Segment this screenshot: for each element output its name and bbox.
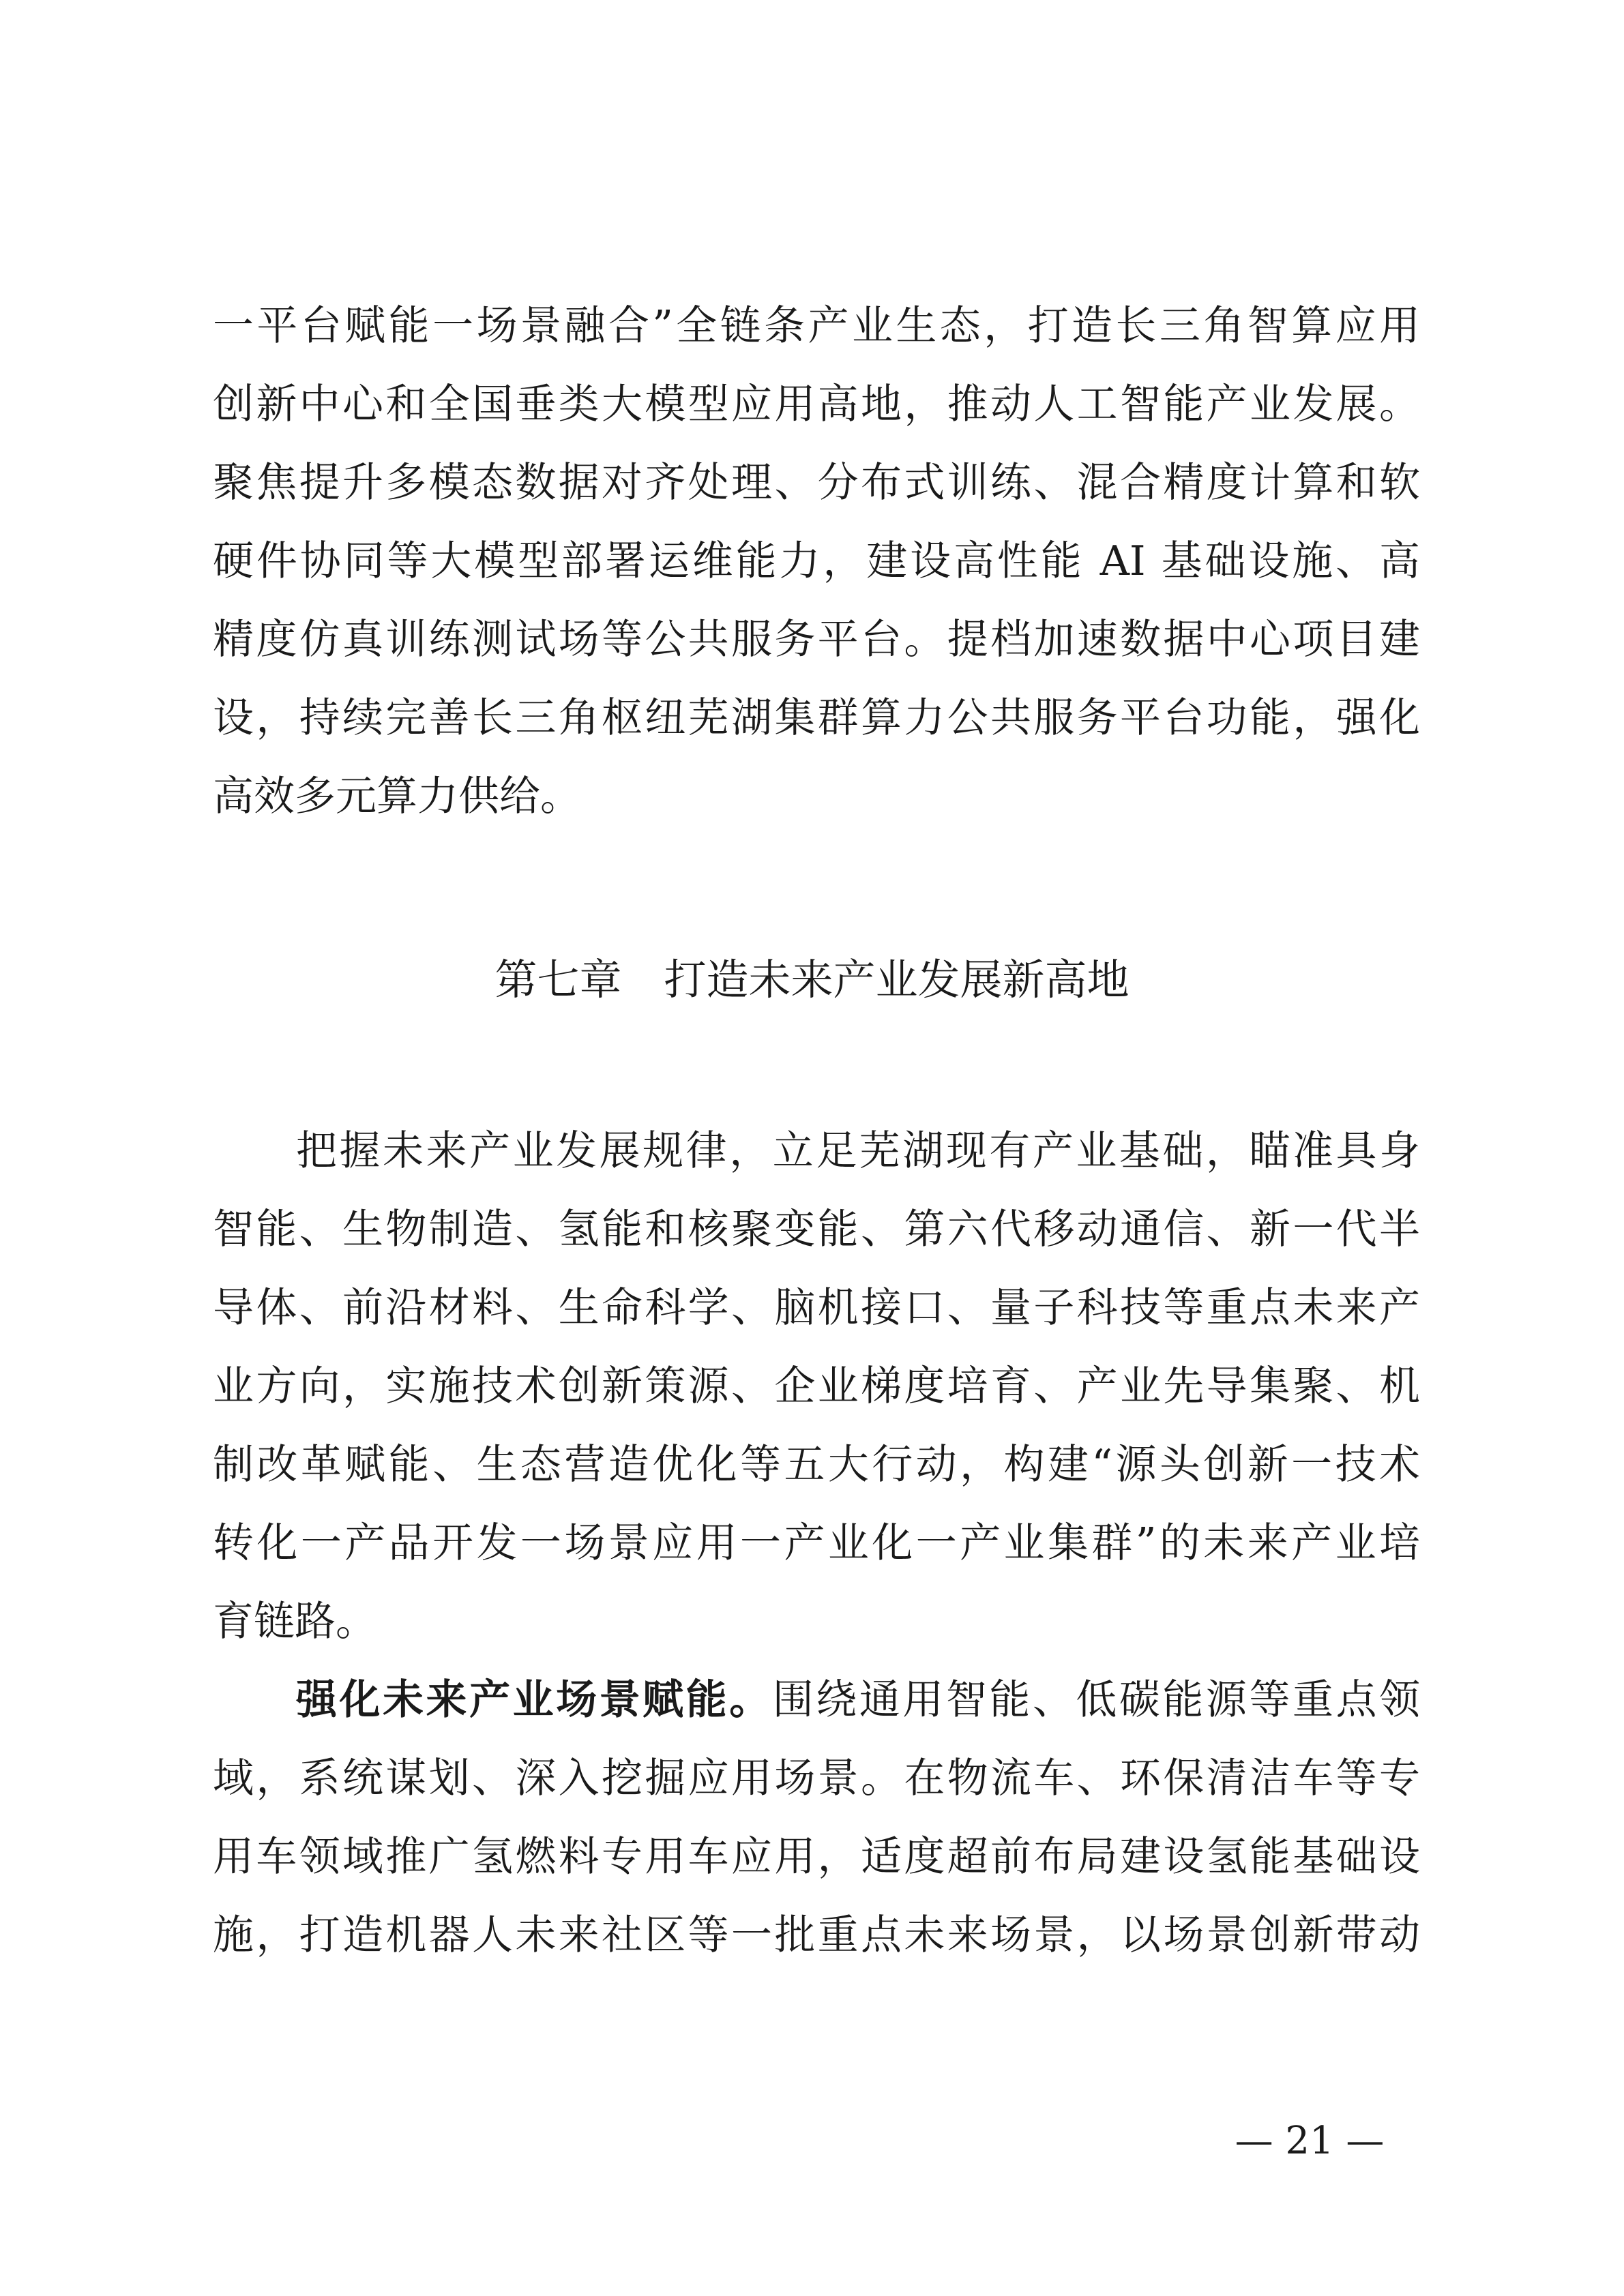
body-text-line: 聚焦提升多模态数据对齐处理、分布式训练、混合精度计算和软: [213, 459, 1420, 507]
body-text-line: 育链路。: [213, 1598, 377, 1645]
body-text-line: 把握未来产业发展规律，立足芜湖现有产业基础，瞄准具身: [296, 1127, 1420, 1175]
body-text-line: 硬件协同等大模型部署运维能力，建设高性能 AI 基础设施、高: [213, 537, 1420, 585]
body-text-fragment: 围绕通用智能、低碳能源等重点领: [772, 1676, 1421, 1724]
body-text-line: 转化一产品开发一场景应用一产业化一产业集群”的未来产业培: [213, 1519, 1420, 1567]
body-text-line: 智能、生物制造、氢能和核聚变能、第六代移动通信、新一代半: [213, 1206, 1420, 1253]
body-text-line: 精度仿真训练测试场等公共服务平台。提档加速数据中心项目建: [213, 616, 1420, 664]
body-text-line: 域，系统谋划、深入挖掘应用场景。在物流车、环保清洁车等专: [213, 1755, 1420, 1802]
body-text-line: 创新中心和全国垂类大模型应用高地，推动人工智能产业发展。: [213, 381, 1420, 428]
chapter-heading: 第七章 打造未来产业发展新高地: [494, 955, 1130, 1004]
body-text-line: 施，打造机器人未来社区等一批重点未来场景，以场景创新带动: [213, 1911, 1420, 1959]
body-text-line: 业方向，实施技术创新策源、企业梯度培育、产业先导集聚、机: [213, 1362, 1420, 1410]
body-text-line: 用车领域推广氢燃料专用车应用，适度超前布局建设氢能基础设: [213, 1833, 1420, 1881]
body-text-line: 高效多元算力供给。: [213, 773, 581, 820]
body-text-line: 一平台赋能一场景融合”全链条产业生态，打造长三角智算应用: [213, 302, 1420, 350]
page-number: — 21 —: [1235, 2119, 1385, 2163]
body-text-line: [296, 1663, 1420, 1738]
body-text-line: 设，持续完善长三角枢纽芜湖集群算力公共服务平台功能，强化: [213, 694, 1420, 742]
body-text-line: 制改革赋能、生态营造优化等五大行动，构建“源头创新一技术: [213, 1441, 1420, 1489]
body-text-line: 导体、前沿材料、生命科学、脑机接口、量子科技等重点未来产: [213, 1284, 1420, 1332]
section-lead-heading: 强化未来产业场景赋能。: [296, 1676, 773, 1724]
